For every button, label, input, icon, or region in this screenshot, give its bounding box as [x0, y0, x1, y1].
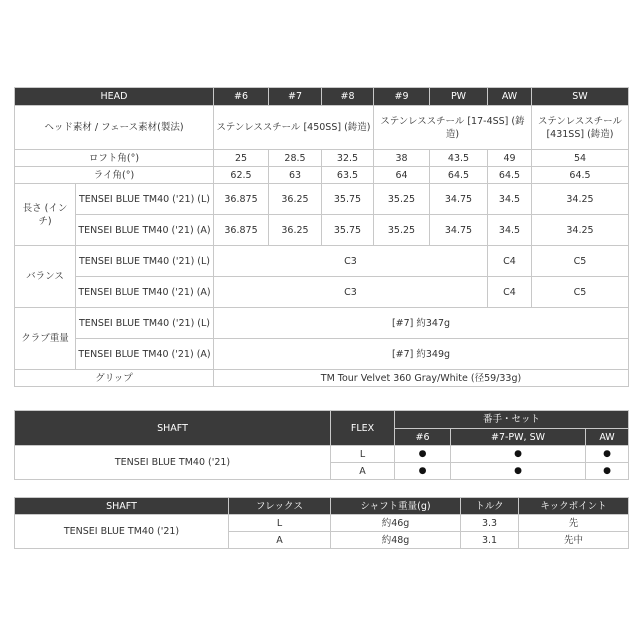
col-header-pw: PW — [430, 88, 488, 106]
grip-label: グリップ — [15, 370, 214, 387]
set-mark: ● — [586, 446, 629, 463]
shaft-kickpoint: 先中 — [519, 532, 629, 549]
shaft-weight-header: シャフト重量(g) — [331, 498, 461, 515]
length-value: 34.75 — [430, 184, 488, 215]
set-shaft-header: SHAFT — [15, 411, 331, 446]
set-sub-header: #7-PW, SW — [451, 429, 586, 446]
set-sub-header: #6 — [395, 429, 451, 446]
weight-value: [#7] 約347g — [214, 308, 629, 339]
balance-label: バランス — [15, 246, 76, 308]
flex-header: フレックス — [229, 498, 331, 515]
length-value: 36.875 — [214, 184, 269, 215]
length-value: 34.75 — [430, 215, 488, 246]
weight-value: [#7] 約349g — [214, 339, 629, 370]
head-spec-table — [14, 87, 629, 387]
length-value: 34.5 — [488, 184, 532, 215]
length-value: 34.25 — [532, 215, 629, 246]
weight-shaft-a: TENSEI BLUE TM40 ('21) (A) — [76, 339, 214, 370]
set-table — [14, 410, 629, 480]
torque-header: トルク — [461, 498, 519, 515]
material-group2: ステンレススチール [17-4SS] (鋳造) — [374, 106, 532, 150]
lie-value: 62.5 — [214, 167, 269, 184]
col-header-sw: SW — [532, 88, 629, 106]
balance-shaft-l: TENSEI BLUE TM40 ('21) (L) — [76, 246, 214, 277]
shaft-weight: 約46g — [331, 515, 461, 532]
loft-label: ロフト角(°) — [15, 150, 214, 167]
lie-value: 64.5 — [488, 167, 532, 184]
set-shaft-name: TENSEI BLUE TM40 ('21) — [15, 446, 331, 480]
balance-aw: C4 — [488, 277, 532, 308]
set-mark: ● — [586, 463, 629, 480]
balance-sw: C5 — [532, 246, 629, 277]
weight-shaft-l: TENSEI BLUE TM40 ('21) (L) — [76, 308, 214, 339]
length-value: 35.25 — [374, 184, 430, 215]
lie-value: 63 — [269, 167, 322, 184]
shaft-flex: A — [229, 532, 331, 549]
shaft-name: TENSEI BLUE TM40 ('21) — [15, 515, 229, 549]
length-value: 34.25 — [532, 184, 629, 215]
col-header-6: #6 — [214, 88, 269, 106]
balance-shaft-a: TENSEI BLUE TM40 ('21) (A) — [76, 277, 214, 308]
set-mark: ● — [451, 446, 586, 463]
grip-value: TM Tour Velvet 360 Gray/White (径59/33g) — [214, 370, 629, 387]
set-mark: ● — [451, 463, 586, 480]
balance-aw: C4 — [488, 246, 532, 277]
balance-main: C3 — [214, 246, 488, 277]
set-group-header: 番手・セット — [395, 411, 629, 429]
balance-sw: C5 — [532, 277, 629, 308]
loft-value: 25 — [214, 150, 269, 167]
shaft-header: SHAFT — [15, 498, 229, 515]
lie-value: 64 — [374, 167, 430, 184]
length-value: 34.5 — [488, 215, 532, 246]
shaft-flex: L — [229, 515, 331, 532]
length-value: 36.25 — [269, 215, 322, 246]
material-label: ヘッド素材 / フェース素材(製法) — [15, 106, 214, 150]
set-flex: L — [331, 446, 395, 463]
lie-label: ライ角(°) — [15, 167, 214, 184]
loft-value: 54 — [532, 150, 629, 167]
weight-label: クラブ重量 — [15, 308, 76, 370]
shaft-kickpoint: 先 — [519, 515, 629, 532]
length-shaft-l: TENSEI BLUE TM40 ('21) (L) — [76, 184, 214, 215]
loft-value: 49 — [488, 150, 532, 167]
kickpoint-header: キックポイント — [519, 498, 629, 515]
lie-value: 63.5 — [322, 167, 374, 184]
material-group1: ステンレススチール [450SS] (鋳造) — [214, 106, 374, 150]
shaft-torque: 3.1 — [461, 532, 519, 549]
length-value: 35.75 — [322, 184, 374, 215]
head-header: HEAD — [15, 88, 214, 106]
col-header-8: #8 — [322, 88, 374, 106]
loft-value: 38 — [374, 150, 430, 167]
set-mark: ● — [395, 446, 451, 463]
set-flex-header: FLEX — [331, 411, 395, 446]
set-mark: ● — [395, 463, 451, 480]
balance-main: C3 — [214, 277, 488, 308]
shaft-torque: 3.3 — [461, 515, 519, 532]
shaft-table — [14, 497, 629, 549]
length-value: 36.875 — [214, 215, 269, 246]
shaft-weight: 約48g — [331, 532, 461, 549]
length-value: 36.25 — [269, 184, 322, 215]
loft-value: 32.5 — [322, 150, 374, 167]
lie-value: 64.5 — [430, 167, 488, 184]
length-label: 長さ (インチ) — [15, 184, 76, 246]
set-flex: A — [331, 463, 395, 480]
length-value: 35.75 — [322, 215, 374, 246]
length-value: 35.25 — [374, 215, 430, 246]
col-header-aw: AW — [488, 88, 532, 106]
lie-value: 64.5 — [532, 167, 629, 184]
col-header-9: #9 — [374, 88, 430, 106]
set-sub-header: AW — [586, 429, 629, 446]
length-shaft-a: TENSEI BLUE TM40 ('21) (A) — [76, 215, 214, 246]
loft-value: 28.5 — [269, 150, 322, 167]
loft-value: 43.5 — [430, 150, 488, 167]
col-header-7: #7 — [269, 88, 322, 106]
material-sw: ステンレススチール [431SS] (鋳造) — [532, 106, 629, 150]
